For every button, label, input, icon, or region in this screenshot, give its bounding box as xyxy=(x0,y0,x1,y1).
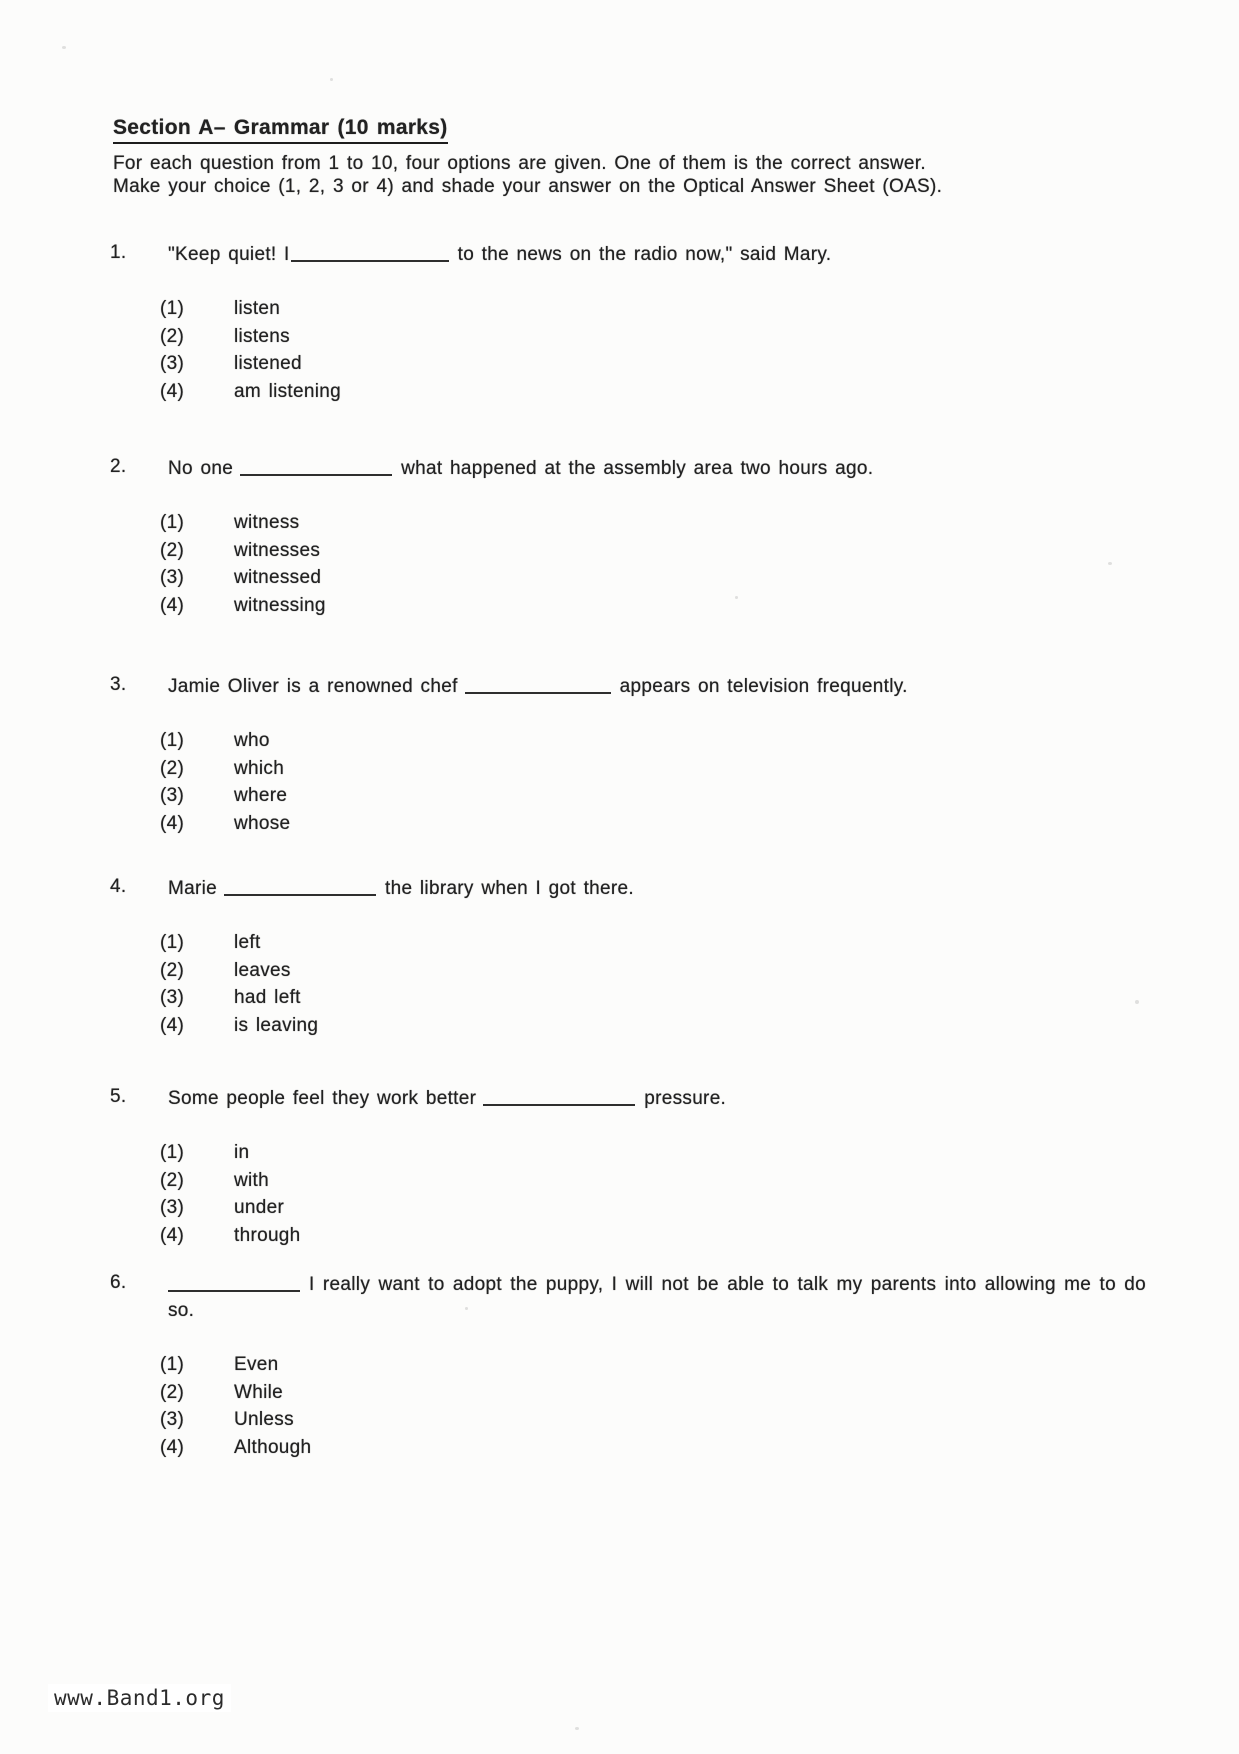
option-text: witness xyxy=(234,512,300,533)
option-label: (1) xyxy=(160,730,185,751)
option-row xyxy=(160,1139,1160,1167)
stem-post: to the news on the radio now," said Mary. xyxy=(457,244,832,265)
option-text: in xyxy=(234,1142,250,1163)
question-stem xyxy=(168,1086,1160,1112)
option-label: (3) xyxy=(160,567,185,588)
stem-pre: No one xyxy=(168,458,234,479)
question-3 xyxy=(100,674,1160,837)
option-label: (1) xyxy=(160,512,185,533)
answer-blank xyxy=(224,894,376,896)
option-label: (1) xyxy=(160,298,185,319)
scan-speck xyxy=(1135,1000,1139,1004)
option-text: Although xyxy=(234,1436,312,1458)
option-text: leaves xyxy=(234,959,291,981)
option-row xyxy=(160,1222,1160,1250)
option-row xyxy=(160,929,1160,957)
option-row xyxy=(160,1194,1160,1222)
stem-pre: Some people feel they work better xyxy=(168,1088,477,1109)
option-text: under xyxy=(234,1197,285,1218)
option-label: (4) xyxy=(160,1014,185,1036)
options-list xyxy=(160,1351,1160,1461)
option-row xyxy=(160,509,1160,537)
option-text: witnessing xyxy=(234,594,326,616)
option-row xyxy=(160,1012,1160,1040)
option-label: (1) xyxy=(160,932,185,953)
option-label: (2) xyxy=(160,325,185,347)
scan-speck xyxy=(1108,562,1112,565)
option-row xyxy=(160,537,1160,565)
option-row xyxy=(160,1379,1160,1407)
option-text: am listening xyxy=(234,380,341,402)
option-label: (4) xyxy=(160,1224,185,1246)
question-stem xyxy=(168,456,1160,482)
question-number: 5. xyxy=(110,1086,127,1107)
option-text: witnessed xyxy=(234,567,322,588)
option-text: which xyxy=(234,757,285,779)
section-instructions xyxy=(113,152,1133,198)
option-text: where xyxy=(234,785,288,806)
question-6 xyxy=(100,1272,1160,1461)
option-text: whose xyxy=(234,812,291,834)
option-row xyxy=(160,957,1160,985)
options-list xyxy=(160,295,1160,405)
answer-blank xyxy=(465,692,611,694)
option-text: had left xyxy=(234,987,301,1008)
question-stem xyxy=(168,242,1160,268)
option-label: (4) xyxy=(160,812,185,834)
scan-speck xyxy=(330,78,333,81)
option-label: (1) xyxy=(160,1142,185,1163)
options-list xyxy=(160,929,1160,1039)
option-row xyxy=(160,1351,1160,1379)
question-number: 3. xyxy=(110,674,127,695)
option-label: (4) xyxy=(160,594,185,616)
option-row xyxy=(160,295,1160,323)
option-label: (3) xyxy=(160,785,185,806)
option-label: (4) xyxy=(160,380,185,402)
option-row xyxy=(160,755,1160,783)
option-text: listen xyxy=(234,298,281,319)
option-row xyxy=(160,1406,1160,1434)
option-text: While xyxy=(234,1381,284,1403)
instruction-line: For each question from 1 to 10, four options are given. One of them is the correct answer. xyxy=(113,153,926,174)
option-row xyxy=(160,350,1160,378)
stem-post: what happened at the assembly area two hours ago. xyxy=(401,458,874,479)
option-text: Unless xyxy=(234,1409,294,1430)
option-label: (3) xyxy=(160,1409,185,1430)
stem-pre: Marie xyxy=(168,878,218,899)
question-1 xyxy=(100,242,1160,405)
option-label: (2) xyxy=(160,539,185,561)
answer-blank xyxy=(168,1290,300,1292)
option-text: with xyxy=(234,1169,269,1191)
question-number: 2. xyxy=(110,456,127,477)
question-number: 6. xyxy=(110,1272,127,1293)
options-list xyxy=(160,727,1160,837)
question-number: 1. xyxy=(110,242,127,263)
scan-speck xyxy=(62,46,66,49)
question-2 xyxy=(100,456,1160,619)
option-row xyxy=(160,564,1160,592)
scan-speck xyxy=(465,1307,468,1310)
option-text: listens xyxy=(234,325,290,347)
instruction-line: Make your choice (1, 2, 3 or 4) and shade your answer on the Optical Answer Sheet (OAS). xyxy=(113,176,943,197)
option-label: (2) xyxy=(160,757,185,779)
answer-blank xyxy=(291,260,449,262)
answer-blank xyxy=(483,1104,635,1106)
options-list xyxy=(160,509,1160,619)
stem-pre: Jamie Oliver is a renowned chef xyxy=(168,676,458,697)
option-text: listened xyxy=(234,353,302,374)
option-label: (2) xyxy=(160,1381,185,1403)
stem-post: I really want to adopt the puppy, I will not be able to talk my parents into allowing me to do so. xyxy=(168,1274,1146,1321)
question-number: 4. xyxy=(110,876,127,897)
option-label: (1) xyxy=(160,1354,185,1375)
option-row xyxy=(160,727,1160,755)
option-label: (3) xyxy=(160,353,185,374)
question-stem xyxy=(168,1272,1146,1324)
option-text: left xyxy=(234,932,261,953)
question-stem xyxy=(168,876,1160,902)
option-row xyxy=(160,1434,1160,1462)
option-text: Even xyxy=(234,1354,279,1375)
option-text: who xyxy=(234,730,270,751)
option-text: is leaving xyxy=(234,1014,319,1036)
option-text: through xyxy=(234,1224,301,1246)
stem-pre: "Keep quiet! I xyxy=(168,244,290,265)
option-row xyxy=(160,984,1160,1012)
option-row xyxy=(160,378,1160,406)
stem-post: appears on television frequently. xyxy=(619,676,908,697)
option-row xyxy=(160,810,1160,838)
option-label: (4) xyxy=(160,1436,185,1458)
question-5 xyxy=(100,1086,1160,1249)
section-title: Section A– Grammar (10 marks) xyxy=(113,116,448,144)
stem-post: pressure. xyxy=(644,1088,727,1109)
option-row xyxy=(160,782,1160,810)
option-label: (2) xyxy=(160,959,185,981)
option-row xyxy=(160,323,1160,351)
option-text: witnesses xyxy=(234,539,321,561)
option-label: (3) xyxy=(160,1197,185,1218)
question-4 xyxy=(100,876,1160,1039)
option-label: (2) xyxy=(160,1169,185,1191)
option-row xyxy=(160,1167,1160,1195)
scan-speck xyxy=(575,1727,579,1730)
watermark: www.Band1.org xyxy=(48,1684,231,1712)
stem-post: the library when I got there. xyxy=(385,878,634,899)
answer-blank xyxy=(240,474,392,476)
option-row xyxy=(160,592,1160,620)
options-list xyxy=(160,1139,1160,1249)
question-stem xyxy=(168,674,1160,700)
option-label: (3) xyxy=(160,987,185,1008)
scan-speck xyxy=(735,596,738,599)
